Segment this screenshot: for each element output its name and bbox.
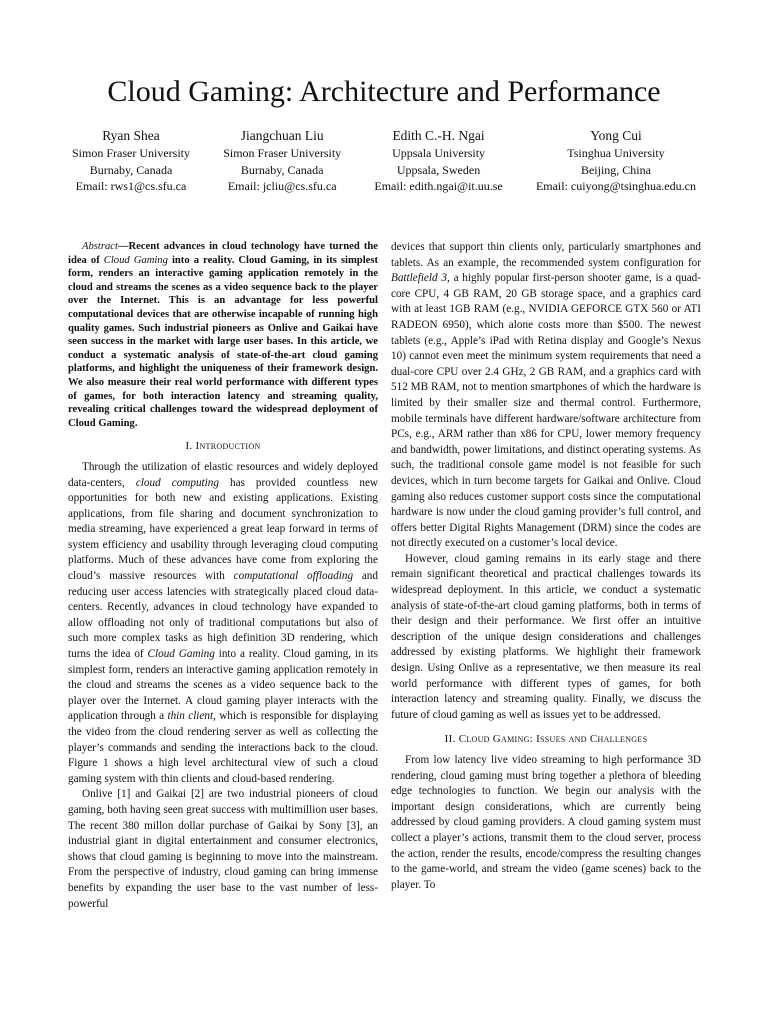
right-column (391, 240, 701, 893)
paragraph-text: Through the utilization of elastic resources and widely deployed data-centers, (68, 460, 378, 489)
author-affiliation: Tsinghua University (567, 146, 665, 160)
author-email: Email: rws1@cs.sfu.ca (75, 179, 187, 193)
author-email: Email: cuiyong@tsinghua.edu.cn (535, 179, 696, 193)
left-column (68, 240, 378, 912)
paragraph (391, 240, 701, 552)
author-email: Email: edith.ngai@it.uu.se (374, 179, 503, 193)
paragraph-emphasis: Cloud Gaming (147, 648, 215, 661)
author-location: Burnaby, Canada (240, 162, 324, 177)
paragraph-text: , a highly popular first-person shooter game, is a quad-core CPU, 4 GB RAM, 20 GB storage space, and a graphics card with at least 1GB RAM (e.g., NVIDIA GEFORCE GTX 560 or ATI RADEON 6950), which alone costs more than $500. The newest tablets (e.g., Apple’s iPad with Retina display and Google’s Nexus 10) cannot even meet the minimum system requirements that need a dual-core CPU over 2.4 GHz, 2 GB RAM, and a graphics card with 512 MB RAM, not to mention smartphones of which the hardware is limited by their smaller size and thermal control. Furthermore, mobile terminals have different hardware/software architecture from PCs, e.g., ARM rather than x86 for CPU, lower memory frequency and bandwidth, power limitations, and distinct operating systems. As such, the traditional console game model is not feasible for such devices, which in turn become targets for Gaikai and Onlive. Cloud gaming also reduces customer support costs since the computational hardware is now under the cloud gaming provider’s full control, and offers better Digital Rights Management (DRM) since the codes are not directly executed on a customer’s local device. (391, 272, 701, 550)
author-affiliation: Simon Fraser University (72, 146, 190, 160)
paragraph-emphasis: computational offloading (233, 570, 354, 583)
paper-title: Cloud Gaming: Architecture and Performance (107, 75, 661, 108)
abstract-emphasis: Cloud Gaming (103, 254, 168, 266)
paragraph-text: has provided countless new opportunities for both new and existing applications. Existing applications, from file sharing and document synchronization to media streaming, have experienced a great leap forward in terms of system efficiency and usability through leveraging cloud computing platforms. Much of these advances have come from exploring the cloud’s massive resources with (68, 476, 378, 583)
author-location: Beijing, China (580, 162, 651, 177)
section-heading-introduction: I. Introduction (185, 440, 261, 453)
author-name: Yong Cui (590, 128, 642, 143)
author-affiliation: Simon Fraser University (223, 146, 342, 160)
paragraph-text: , which is responsible for displaying the video from the cloud rendering server as well as collecting the player’s commands and sending the interactions back to the cloud. Figure 1 shows a high level architectural view of such a cloud gaming system with thin clients and cloud-based rendering. (68, 710, 378, 785)
paragraph-emphasis: Battlefield 3 (391, 272, 447, 285)
paragraph-text: devices that support thin clients only, particularly smartphones and tablets. As an example, the recommended system configuration for (391, 241, 701, 269)
author-location: Uppsala, Sweden (396, 162, 481, 177)
paragraph-emphasis: cloud computing (135, 476, 219, 489)
paragraph-text: and reducing user access latencies with strategically placed cloud data-centers. Recently, advances in cloud technology have expanded to allow offloading not only of traditional computations but also of such more complex tasks as high definition 3D rendering, which turns the idea of (68, 570, 378, 661)
author-block (72, 126, 696, 195)
paragraph: Onlive [1] and Gaikai [2] are two industrial pioneers of cloud gaming, both having seen great success with multimillion user bases. The recent 380 millon dollar purchase of Gaikai by Sony [3], an industrial giant in digital entertainment and consumer electronics, shows that cloud gaming is beginning to move into the mainstream. From the perspective of industry, cloud gaming can bring immense benefits by expanding the user base to the vast number of less-powerful (68, 788, 378, 910)
author-4 (536, 126, 696, 195)
abstract-dash: — (117, 241, 129, 252)
abstract-label: Abstract (82, 241, 118, 252)
author-1 (72, 126, 190, 195)
author-3 (374, 126, 502, 195)
abstract-text: Recent advances in cloud technology have turned the idea of (68, 241, 378, 266)
author-location: Burnaby, Canada (89, 162, 173, 177)
paragraph-text: into a reality. Cloud gaming, in its simplest form, renders an interactive gaming application remotely in the cloud and streams the scenes as a video sequence back to the player over the Internet. A cloud gaming player interacts with the application through a (68, 648, 378, 723)
paragraph-emphasis: thin client (167, 710, 214, 723)
paragraph: From low latency live video streaming to high performance 3D rendering, cloud gaming must bring together a plethora of bleeding edge technologies to function. We begin our analysis with the important design considerations, which are currently being addressed by cloud gaming providers. A cloud gaming system must collect a player’s actions, transmit them to the cloud server, process the action, render the results, encode/compress the resulting changes to the game-world, and stream the video (game scenes) back to the player. To (391, 754, 701, 891)
author-2 (223, 126, 341, 195)
abstract-text: into a reality. Cloud Gaming, in its simplest form, renders an interactive gaming application remotely in the cloud and streams the scenes as a video sequence back to the player over the Internet. This is an advantage for less powerful computational devices that are otherwise incapable of running high quality games. Such industrial pioneers as Onlive and Gaikai have seen success in the market with large user bases. In this article, we conduct a systematic analysis of state-of-the-art cloud gaming platforms, and highlight the uniqueness of their framework design. We also measure their real world performance with different types of games, for both interaction latency and streaming quality, revealing critical challenges toward the widespread deployment of Cloud Gaming. (68, 254, 378, 429)
section-heading-issues: II. Cloud Gaming: Issues and Challenges (444, 733, 648, 746)
author-name: Ryan Shea (102, 128, 160, 143)
abstract (68, 240, 378, 430)
paragraph: However, cloud gaming remains in its early stage and there remain significant theoretical and practical challenges towards its widespread deployment. In this article, we conduct a systematic analysis of state-of-the-art cloud gaming platforms, both in terms of their design and their performance. We first offer an intuitive description of the unique design considerations and challenges addressed by existing platforms. We highlight their framework design. Using Onlive as a representative, we then measure its real world performance with different types of games, for both interaction latency and streaming quality. Finally, we discuss the future of cloud gaming as well as issues yet to be addressed. (391, 552, 701, 721)
author-name: Edith C.-H. Ngai (392, 128, 485, 143)
author-affiliation: Uppsala University (392, 146, 486, 160)
author-email: Email: jcliu@cs.sfu.ca (227, 179, 337, 193)
paragraph (68, 460, 378, 787)
author-name: Jiangchuan Liu (240, 128, 324, 143)
